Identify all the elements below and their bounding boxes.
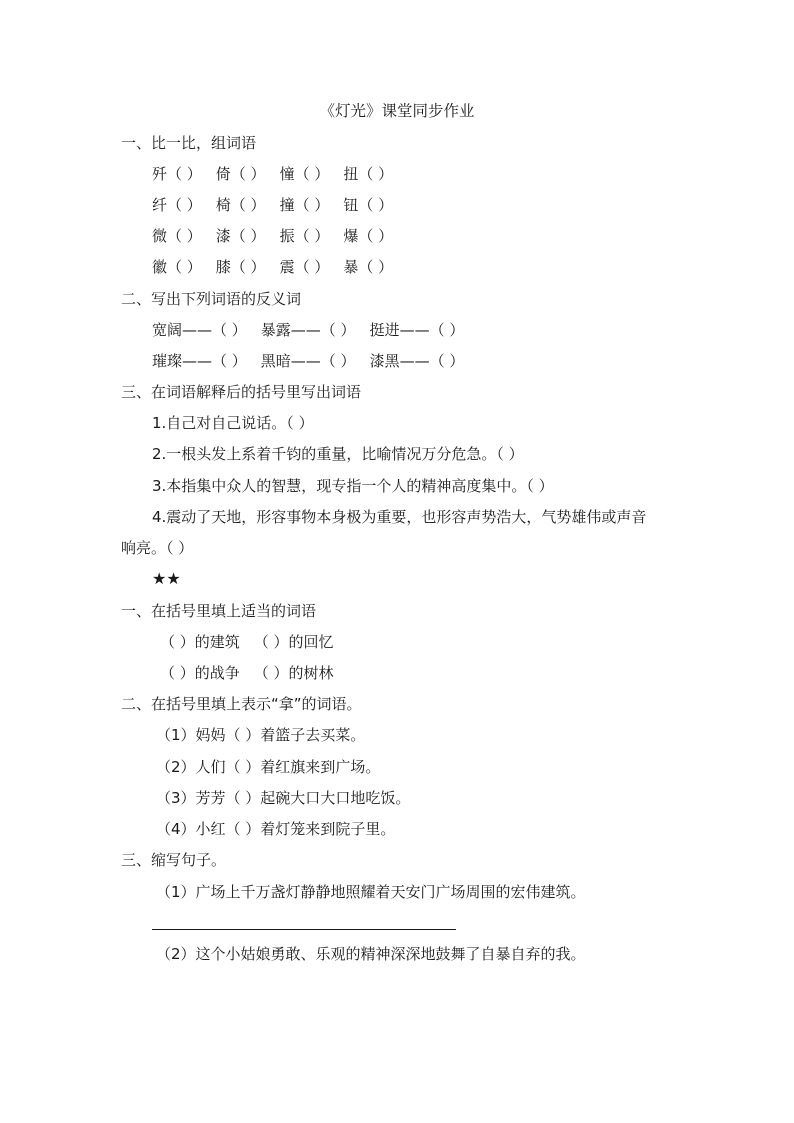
compare-item: 倚（ ） [215,165,266,183]
antonym-item: 挺进——（ ） [369,321,465,339]
condense-sentence: （2）这个小姑娘勇敢、乐观的精神深深地鼓舞了自暴自弃的我。 [156,945,586,963]
condense-sentence: （1）广场上千万盏灯静静地照耀着天安门广场周围的宏伟建筑。 [156,883,586,901]
compare-item: 震（ ） [279,258,330,276]
word-compare-row [152,164,407,184]
compare-item: 椅（ ） [215,196,266,214]
fill-item: （ ）的建筑 [160,633,240,651]
compare-item: 歼（ ） [152,165,202,183]
antonym-item: 黑暗——（ ） [260,352,356,370]
fill-row [160,632,348,652]
compare-item: 爆（ ） [343,227,394,245]
definition-item: 1.自己对自己说话。（ ） [152,414,314,432]
compare-item: 振（ ） [279,227,330,245]
compare-item: 钮（ ） [343,196,394,214]
word-compare-row [152,226,407,246]
section-heading: 一、比一比，组词语 [121,134,257,152]
section-heading: 一、在括号里填上适当的词语 [121,602,317,620]
compare-item: 膝（ ） [215,258,266,276]
page-title: 《灯光》课堂同步作业 [319,102,475,120]
compare-item: 纤（ ） [152,196,202,214]
fill-row [160,663,348,683]
antonym-item: 漆黑——（ ） [369,352,465,370]
section-heading: 二、写出下列词语的反义词 [121,290,302,308]
answer-line [152,929,456,930]
fill-sentence: （3）芳芳（ ）起碗大口大口地吃饭。 [156,789,411,807]
definition-item: 2.一根头发上系着千钧的重量，比喻情况万分危急。（ ） [152,445,524,463]
compare-item: 漆（ ） [215,227,266,245]
definition-item-continuation: 响亮。（ ） [121,539,194,557]
compare-item: 撞（ ） [279,196,330,214]
fill-item: （ ）的回忆 [253,633,334,651]
section-heading: 三、缩写句子。 [121,851,227,869]
antonym-item: 宽阔——（ ） [152,321,247,339]
compare-item: 徽（ ） [152,258,202,276]
definition-item: 3.本指集中众人的智慧，现专指一个人的精神高度集中。（ ） [152,477,554,495]
antonym-row [152,351,478,371]
compare-item: 暴（ ） [343,258,394,276]
antonym-item: 璀璨——（ ） [152,352,247,370]
section-heading: 三、在词语解释后的括号里写出词语 [121,383,362,401]
fill-item: （ ）的战争 [160,664,240,682]
fill-sentence: （1）妈妈（ ）着篮子去买菜。 [156,726,366,744]
fill-sentence: （4）小红（ ）着灯笼来到院子里。 [156,820,396,838]
fill-sentence: （2）人们（ ）着红旗来到广场。 [156,758,381,776]
compare-item: 憧（ ） [279,165,330,183]
word-compare-row [152,195,407,215]
definition-item: 4.震动了天地，形容事物本身极为重要，也形容声势浩大，气势雄伟或声音 [152,508,647,526]
fill-item: （ ）的树林 [253,664,334,682]
antonym-row [152,320,478,340]
section-heading: 二、在括号里填上表示“拿”的词语。 [121,695,362,713]
compare-item: 微（ ） [152,227,202,245]
word-compare-row [152,257,407,277]
difficulty-stars: ★★ [152,569,181,588]
antonym-item: 暴露——（ ） [260,321,356,339]
compare-item: 扭（ ） [343,165,394,183]
